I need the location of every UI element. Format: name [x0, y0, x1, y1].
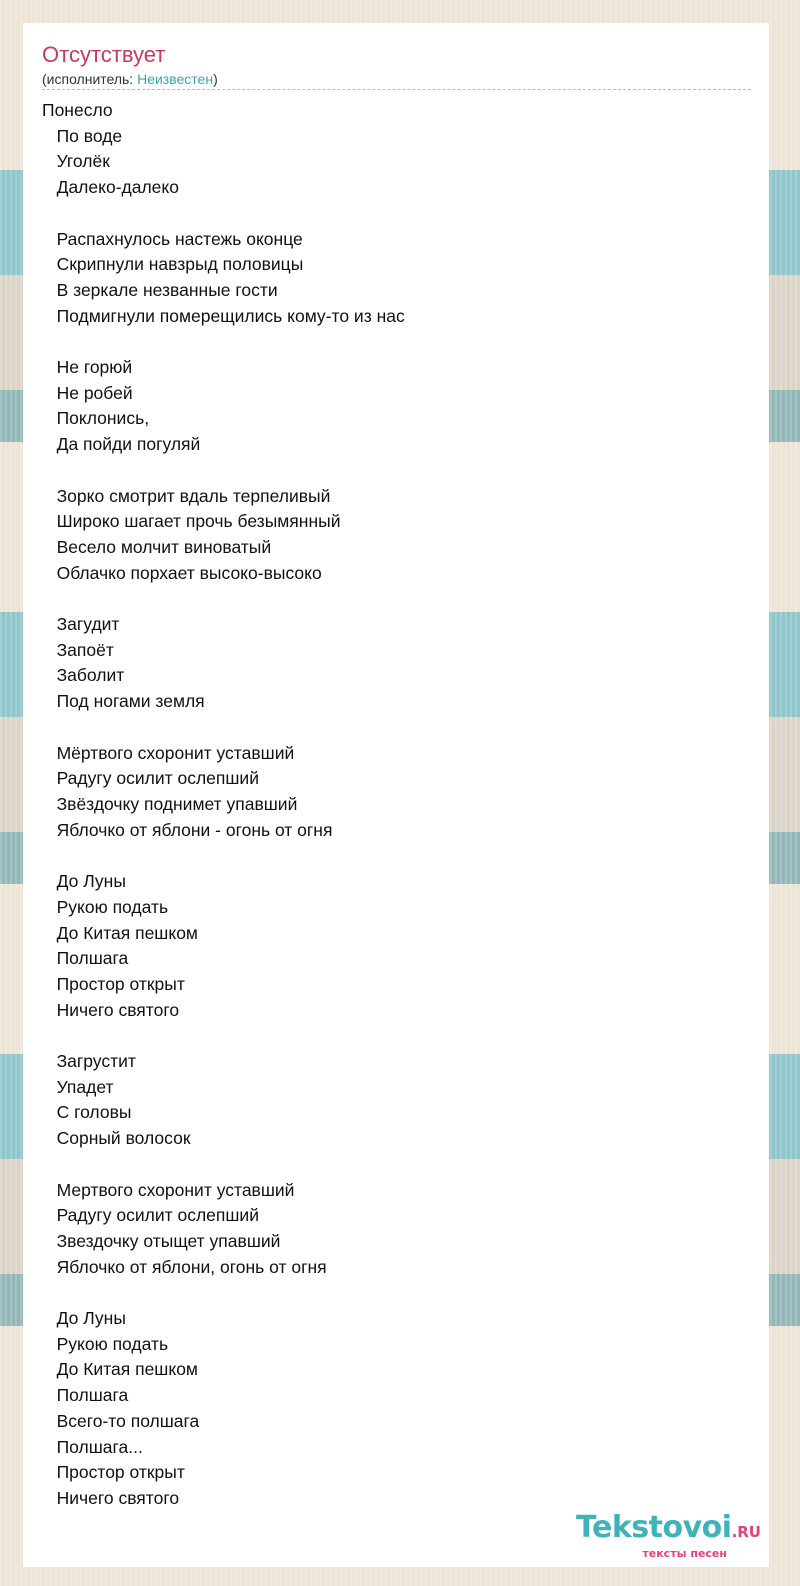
logo-wordmark	[556, 1512, 761, 1548]
logo-main-text: Tekstovoi	[576, 1510, 732, 1545]
performer-suffix: )	[213, 71, 218, 87]
site-logo[interactable]	[556, 1512, 761, 1560]
lyrics-card	[23, 23, 769, 1567]
title-divider	[42, 89, 751, 90]
performer-prefix: (исполнитель:	[42, 71, 138, 87]
logo-subtitle: тексты песен	[642, 1547, 727, 1560]
performer-name-link[interactable]: Неизвестен	[137, 71, 214, 87]
performer-line	[42, 70, 751, 88]
lyrics-text: Понесло По воде Уголёк Далеко-далеко Распахнулось настежь оконце Скрипнули навзрыд половицы В зеркале незванные гости Подмигнули померещились кому-то из нас Не горюй Не робей Поклонись, Да пойди погуляй Зорко смотрит вдаль терпеливый Широко шагает прочь безымянный Весело молчит виноватый Облачко порхает высоко-высоко Загудит Запоёт Заболит Под ногами земля Мёртвого схоронит уставший Радугу осилит ослепший Звёздочку поднимет упавший Яблочко от яблони - огонь от огня До Луны Рукою подать До Китая пешком Полшага Простор открыт Ничего святого Загрустит Упадет С головы Сорный волосок Мертвого схоронит уставший Радугу осилит ослепший Звездочку отыщет упавший Яблочко от яблони, огонь от огня До Луны Рукою подать До Китая пешком Полшага Всего-то полшага Полшага... Простор открыт Ничего святого	[42, 100, 405, 1508]
logo-tld: .RU	[731, 1523, 761, 1541]
song-title: Отсутствует	[42, 42, 166, 67]
